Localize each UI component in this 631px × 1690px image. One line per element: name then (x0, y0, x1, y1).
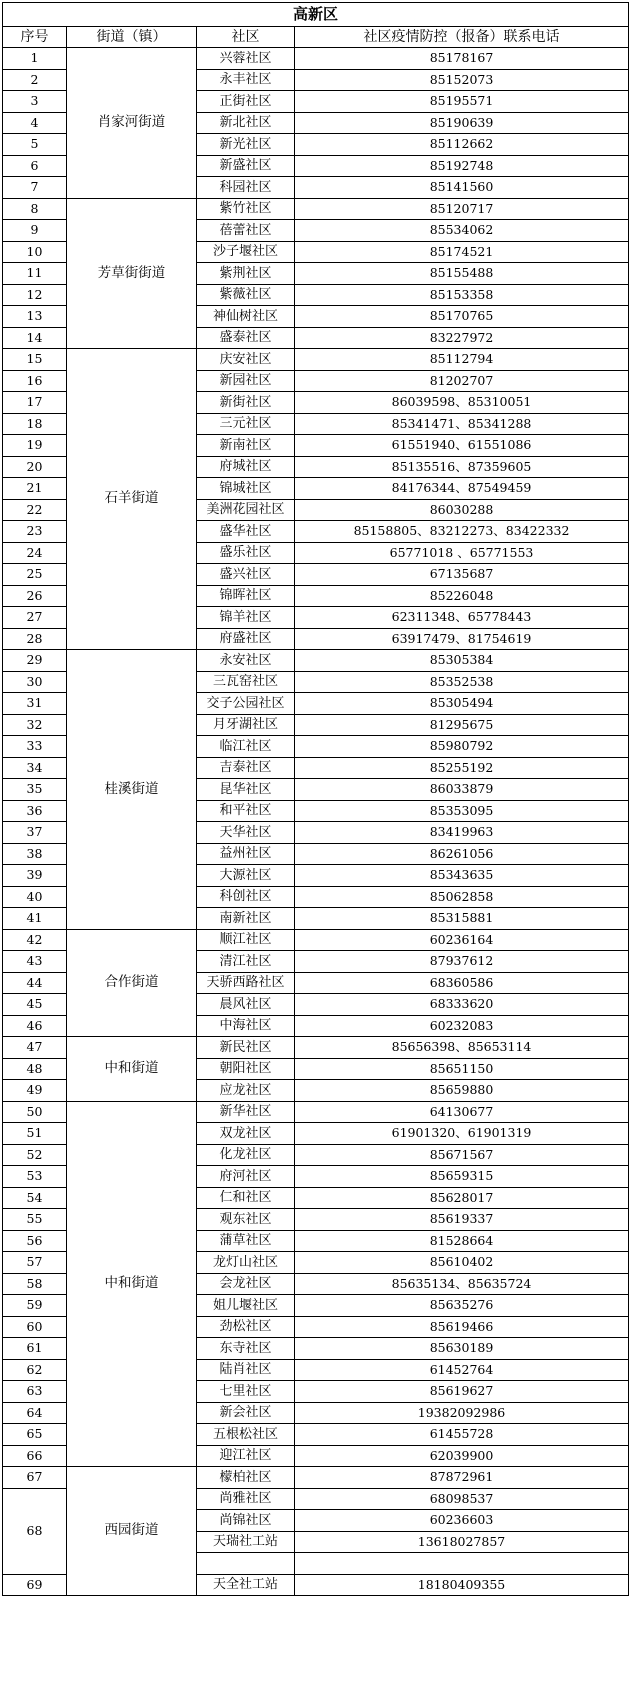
community-cell: 盛泰社区 (197, 327, 295, 349)
seq-cell: 50 (3, 1101, 67, 1123)
community-cell: 晨风社区 (197, 994, 295, 1016)
seq-cell: 20 (3, 456, 67, 478)
phone-cell: 68098537 (295, 1488, 629, 1510)
phone-cell: 87872961 (295, 1467, 629, 1489)
table-row (3, 1037, 629, 1059)
seq-cell: 7 (3, 177, 67, 199)
seq-cell: 37 (3, 822, 67, 844)
seq-cell: 40 (3, 886, 67, 908)
community-cell: 交子公园社区 (197, 693, 295, 715)
street-cell: 肖家河街道 (67, 48, 197, 199)
seq-cell: 1 (3, 48, 67, 70)
phone-cell: 85619337 (295, 1209, 629, 1231)
community-cell: 蒲草社区 (197, 1230, 295, 1252)
community-cell: 盛华社区 (197, 521, 295, 543)
seq-cell: 38 (3, 843, 67, 865)
seq-cell: 30 (3, 671, 67, 693)
seq-cell: 57 (3, 1252, 67, 1274)
phone-cell: 61452764 (295, 1359, 629, 1381)
seq-cell: 17 (3, 392, 67, 414)
seq-cell: 34 (3, 757, 67, 779)
phone-cell: 85192748 (295, 155, 629, 177)
community-cell: 南新社区 (197, 908, 295, 930)
street-cell: 中和街道 (67, 1037, 197, 1102)
table-row (3, 650, 629, 672)
seq-cell: 55 (3, 1209, 67, 1231)
phone-cell: 83227972 (295, 327, 629, 349)
phone-cell: 60236164 (295, 929, 629, 951)
phone-cell (295, 1553, 629, 1575)
community-cell: 昆华社区 (197, 779, 295, 801)
phone-cell: 64130677 (295, 1101, 629, 1123)
street-cell: 中和街道 (67, 1101, 197, 1467)
seq-cell: 42 (3, 929, 67, 951)
community-cell: 东寺社区 (197, 1338, 295, 1360)
seq-cell: 43 (3, 951, 67, 973)
phone-cell: 62311348、65778443 (295, 607, 629, 629)
phone-cell: 85141560 (295, 177, 629, 199)
community-cell: 盛乐社区 (197, 542, 295, 564)
seq-cell: 39 (3, 865, 67, 887)
seq-cell: 6 (3, 155, 67, 177)
community-cell: 府城社区 (197, 456, 295, 478)
community-cell: 中海社区 (197, 1015, 295, 1037)
table-row (3, 349, 629, 371)
seq-cell: 41 (3, 908, 67, 930)
phone-cell: 18180409355 (295, 1574, 629, 1596)
seq-cell: 18 (3, 413, 67, 435)
phone-cell: 60236603 (295, 1510, 629, 1532)
phone-cell: 85610402 (295, 1252, 629, 1274)
phone-cell: 85226048 (295, 585, 629, 607)
seq-cell: 59 (3, 1295, 67, 1317)
seq-cell: 5 (3, 134, 67, 156)
seq-cell: 27 (3, 607, 67, 629)
phone-cell: 85635134、85635724 (295, 1273, 629, 1295)
seq-cell: 68 (3, 1488, 67, 1574)
header-phone: 社区疫情防控（报备）联系电话 (295, 27, 629, 48)
phone-cell: 85170765 (295, 306, 629, 328)
seq-cell: 47 (3, 1037, 67, 1059)
phone-cell: 85980792 (295, 736, 629, 758)
header-street: 街道（镇） (67, 27, 197, 48)
seq-cell: 35 (3, 779, 67, 801)
community-cell: 永安社区 (197, 650, 295, 672)
community-cell: 和平社区 (197, 800, 295, 822)
phone-cell: 86039598、85310051 (295, 392, 629, 414)
seq-cell: 15 (3, 349, 67, 371)
phone-cell: 85062858 (295, 886, 629, 908)
phone-cell: 85353095 (295, 800, 629, 822)
seq-cell: 63 (3, 1381, 67, 1403)
community-cell: 正街社区 (197, 91, 295, 113)
phone-cell: 86033879 (295, 779, 629, 801)
phone-cell: 63917479、81754619 (295, 628, 629, 650)
community-cell: 七里社区 (197, 1381, 295, 1403)
phone-cell: 81295675 (295, 714, 629, 736)
community-cell: 紫荆社区 (197, 263, 295, 285)
phone-cell: 61455728 (295, 1424, 629, 1446)
phone-cell: 85174521 (295, 241, 629, 263)
community-cell: 三元社区 (197, 413, 295, 435)
community-cell: 府盛社区 (197, 628, 295, 650)
seq-cell: 69 (3, 1574, 67, 1596)
community-cell: 锦羊社区 (197, 607, 295, 629)
seq-cell: 10 (3, 241, 67, 263)
seq-cell: 32 (3, 714, 67, 736)
community-cell: 神仙树社区 (197, 306, 295, 328)
seq-cell: 49 (3, 1080, 67, 1102)
community-cell: 新盛社区 (197, 155, 295, 177)
community-cell: 尚雅社区 (197, 1488, 295, 1510)
phone-cell: 85158805、83212273、83422332 (295, 521, 629, 543)
community-cell: 盛兴社区 (197, 564, 295, 586)
community-cell: 新光社区 (197, 134, 295, 156)
community-cell: 新北社区 (197, 112, 295, 134)
phone-cell: 85619466 (295, 1316, 629, 1338)
table-row (3, 198, 629, 220)
seq-cell: 46 (3, 1015, 67, 1037)
seq-cell: 33 (3, 736, 67, 758)
community-cell: 锦晖社区 (197, 585, 295, 607)
seq-cell: 61 (3, 1338, 67, 1360)
community-cell: 蓓蕾社区 (197, 220, 295, 242)
community-cell: 尚锦社区 (197, 1510, 295, 1532)
phone-cell: 85195571 (295, 91, 629, 113)
community-cell: 三瓦窑社区 (197, 671, 295, 693)
phone-cell: 85120717 (295, 198, 629, 220)
community-cell: 姐儿堰社区 (197, 1295, 295, 1317)
phone-cell: 86261056 (295, 843, 629, 865)
seq-cell: 29 (3, 650, 67, 672)
seq-cell: 14 (3, 327, 67, 349)
seq-cell: 22 (3, 499, 67, 521)
phone-cell: 85671567 (295, 1144, 629, 1166)
phone-cell: 85315881 (295, 908, 629, 930)
phone-cell: 85659880 (295, 1080, 629, 1102)
phone-cell: 68360586 (295, 972, 629, 994)
seq-cell: 11 (3, 263, 67, 285)
community-cell: 大源社区 (197, 865, 295, 887)
seq-cell: 60 (3, 1316, 67, 1338)
community-cell: 新民社区 (197, 1037, 295, 1059)
seq-cell: 9 (3, 220, 67, 242)
community-cell: 迎江社区 (197, 1445, 295, 1467)
phone-cell: 85305494 (295, 693, 629, 715)
phone-cell: 85255192 (295, 757, 629, 779)
seq-cell: 28 (3, 628, 67, 650)
community-cell: 紫竹社区 (197, 198, 295, 220)
phone-cell: 87937612 (295, 951, 629, 973)
community-cell: 紫薇社区 (197, 284, 295, 306)
seq-cell: 67 (3, 1467, 67, 1489)
community-cell: 庆安社区 (197, 349, 295, 371)
community-cell: 陆肖社区 (197, 1359, 295, 1381)
community-cell: 仁和社区 (197, 1187, 295, 1209)
phone-cell: 84176344、87549459 (295, 478, 629, 500)
phone-cell: 86030288 (295, 499, 629, 521)
seq-cell: 2 (3, 69, 67, 91)
community-cell: 天瑞社工站 (197, 1531, 295, 1553)
community-cell: 科园社区 (197, 177, 295, 199)
header-seq: 序号 (3, 27, 67, 48)
table-row (3, 929, 629, 951)
phone-cell: 19382092986 (295, 1402, 629, 1424)
street-cell: 合作街道 (67, 929, 197, 1037)
community-cell: 应龙社区 (197, 1080, 295, 1102)
seq-cell: 52 (3, 1144, 67, 1166)
community-cell: 化龙社区 (197, 1144, 295, 1166)
community-cell: 双龙社区 (197, 1123, 295, 1145)
phone-cell: 81202707 (295, 370, 629, 392)
seq-cell: 21 (3, 478, 67, 500)
seq-cell: 48 (3, 1058, 67, 1080)
community-cell: 天全社工站 (197, 1574, 295, 1596)
seq-cell: 65 (3, 1424, 67, 1446)
seq-cell: 36 (3, 800, 67, 822)
seq-cell: 13 (3, 306, 67, 328)
phone-cell: 85155488 (295, 263, 629, 285)
community-cell: 劲松社区 (197, 1316, 295, 1338)
community-cell: 朝阳社区 (197, 1058, 295, 1080)
phone-cell: 62039900 (295, 1445, 629, 1467)
community-cell: 锦城社区 (197, 478, 295, 500)
community-cell: 永丰社区 (197, 69, 295, 91)
table-row (3, 1467, 629, 1489)
phone-cell: 85190639 (295, 112, 629, 134)
seq-cell: 16 (3, 370, 67, 392)
community-cell: 科创社区 (197, 886, 295, 908)
phone-cell: 85656398、85653114 (295, 1037, 629, 1059)
phone-cell: 85341471、85341288 (295, 413, 629, 435)
phone-cell: 61551940、61551086 (295, 435, 629, 457)
phone-cell: 65771018 、65771553 (295, 542, 629, 564)
street-cell: 西园街道 (67, 1467, 197, 1596)
street-cell: 芳草街街道 (67, 198, 197, 349)
phone-cell: 85152073 (295, 69, 629, 91)
seq-cell: 56 (3, 1230, 67, 1252)
seq-cell: 8 (3, 198, 67, 220)
phone-cell: 60232083 (295, 1015, 629, 1037)
community-cell: 美洲花园社区 (197, 499, 295, 521)
phone-cell: 61901320、61901319 (295, 1123, 629, 1145)
community-cell: 天骄西路社区 (197, 972, 295, 994)
seq-cell: 62 (3, 1359, 67, 1381)
phone-cell: 13618027857 (295, 1531, 629, 1553)
seq-cell: 53 (3, 1166, 67, 1188)
seq-cell: 24 (3, 542, 67, 564)
community-cell: 月牙湖社区 (197, 714, 295, 736)
community-cell: 新园社区 (197, 370, 295, 392)
community-cell: 顺江社区 (197, 929, 295, 951)
phone-cell: 85135516、87359605 (295, 456, 629, 478)
seq-cell: 51 (3, 1123, 67, 1145)
table-body (3, 48, 629, 1596)
seq-cell: 12 (3, 284, 67, 306)
community-cell: 府河社区 (197, 1166, 295, 1188)
seq-cell: 64 (3, 1402, 67, 1424)
phone-cell: 85305384 (295, 650, 629, 672)
seq-cell: 19 (3, 435, 67, 457)
header-community: 社区 (197, 27, 295, 48)
community-cell: 新南社区 (197, 435, 295, 457)
community-cell: 龙灯山社区 (197, 1252, 295, 1274)
phone-cell: 83419963 (295, 822, 629, 844)
phone-cell: 68333620 (295, 994, 629, 1016)
phone-cell: 85628017 (295, 1187, 629, 1209)
seq-cell: 66 (3, 1445, 67, 1467)
phone-cell: 81528664 (295, 1230, 629, 1252)
seq-cell: 54 (3, 1187, 67, 1209)
community-cell: 新街社区 (197, 392, 295, 414)
table-row (3, 48, 629, 70)
community-cell: 吉泰社区 (197, 757, 295, 779)
community-cell: 新华社区 (197, 1101, 295, 1123)
phone-cell: 85352538 (295, 671, 629, 693)
phone-cell: 85153358 (295, 284, 629, 306)
phone-cell: 85343635 (295, 865, 629, 887)
community-cell: 临江社区 (197, 736, 295, 758)
phone-cell: 85178167 (295, 48, 629, 70)
seq-cell: 25 (3, 564, 67, 586)
community-cell: 檬柏社区 (197, 1467, 295, 1489)
community-cell: 五根松社区 (197, 1424, 295, 1446)
seq-cell: 23 (3, 521, 67, 543)
seq-cell: 4 (3, 112, 67, 134)
community-cell: 沙子堰社区 (197, 241, 295, 263)
phone-cell: 85651150 (295, 1058, 629, 1080)
community-cell: 益州社区 (197, 843, 295, 865)
seq-cell: 45 (3, 994, 67, 1016)
community-cell: 观东社区 (197, 1209, 295, 1231)
community-cell: 清江社区 (197, 951, 295, 973)
street-cell: 石羊街道 (67, 349, 197, 650)
seq-cell: 3 (3, 91, 67, 113)
seq-cell: 26 (3, 585, 67, 607)
phone-cell: 85112794 (295, 349, 629, 371)
table-title: 高新区 (3, 3, 629, 27)
seq-cell: 44 (3, 972, 67, 994)
community-cell: 新会社区 (197, 1402, 295, 1424)
table-row (3, 1101, 629, 1123)
phone-cell: 85619627 (295, 1381, 629, 1403)
community-cell: 会龙社区 (197, 1273, 295, 1295)
seq-cell: 58 (3, 1273, 67, 1295)
phone-cell: 67135687 (295, 564, 629, 586)
community-cell: 兴蓉社区 (197, 48, 295, 70)
seq-cell: 31 (3, 693, 67, 715)
phone-cell: 85659315 (295, 1166, 629, 1188)
phone-cell: 85630189 (295, 1338, 629, 1360)
community-cell (197, 1553, 295, 1575)
street-cell: 桂溪街道 (67, 650, 197, 930)
phone-cell: 85112662 (295, 134, 629, 156)
contact-table (2, 2, 629, 1596)
phone-cell: 85534062 (295, 220, 629, 242)
phone-cell: 85635276 (295, 1295, 629, 1317)
community-cell: 天华社区 (197, 822, 295, 844)
